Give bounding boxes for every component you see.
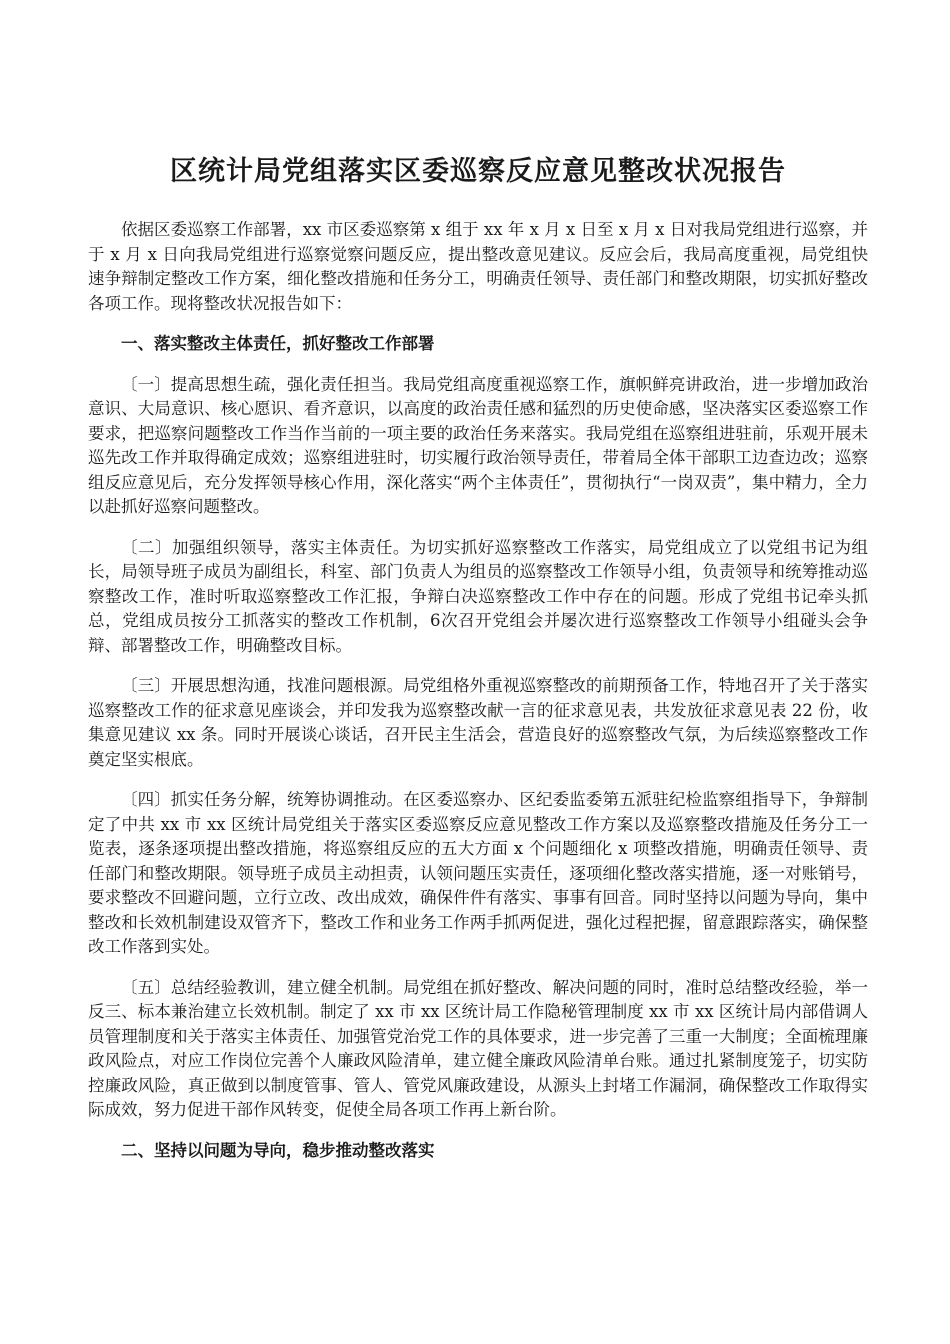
- section1-item-2: 〔二〕加强组织领导，落实主体责任。为切实抓好巡察整改工作落实，局党组成立了以党组书记为组长，局领导班子成员为副组长，科室、部门负责人为组员的巡察整改工作领导小组，负责领导和统筹推动巡察整改工作，准时听取巡察整改工作汇报，争辩白决巡察整改工作中存在的问题。形成了党组书记牵头抓总，党组成员按分工抓落实的整改工作机制，6次召开党组会并屡次进行巡察整改工作领导小组碰头会争辩、部署整改工作，明确整改目标。: [88, 537, 868, 655]
- section1-item-4: 〔四〕抓实任务分解，统筹协调推动。在区委巡察办、区纪委监委第五派驻纪检监察组指导下，争辩制定了中共 xx 市 xx 区统计局党组关于落实区委巡察反应意见整改工作方案以及巡察整改措施及任务分工一览表，逐条逐项提出整改措施，将巡察组反应的五大方面 x 个问题细化 x 项整改措施，明确责任领导、责任部门和整改期限。领导班子成员主动担责，认领问题压实责任，逐项细化整改落实措施，逐一对账销号，要求整改不回避问题，立行立改、改出成效，确保件件有落实、事事有回音。同时坚持以问题为导向，集中整改和长效机制建设双管齐下，整改工作和业务工作两手抓两促进，强化过程把握，留意跟踪落实，确保整改工作落到实处。: [88, 790, 868, 956]
- section1-item-1: 〔一〕提高思想生疏，强化责任担当。我局党组高度重视巡察工作，旗帜鲜亮讲政治，进一步增加政治意识、大局意识、核心愿识、看齐意识，以高度的政治责任感和猛烈的历史使命感，坚决落实区委巡察工作要求，把巡察问题整改工作当作当前的一项主要的政治任务来落实。我局党组在巡察组进驻前，乐观开展未巡先改工作并取得确定成效；巡察组进驻时，切实履行政治领导责任，带着局全体干部职工边查边改；巡察组反应意见后，充分发挥领导核心作用，深化落实“两个主体责任”，贯彻执行“一岗双责”，集中精力，全力以赴抓好巡察问题整改。: [88, 374, 868, 516]
- document-title: 区统计局党组落实区委巡察反应意见整改状况报告: [170, 156, 786, 187]
- section1-item-5: 〔五〕总结经验教训，建立健全机制。局党组在抓好整改、解决问题的同时，准时总结整改经验，举一反三、标本兼治建立长效机制。制定了 xx 市 xx 区统计局工作隐秘管理制度 xx 市 xx 区统计局内部借调人员管理制度和关于落实主体责任、加强管党治党工作的具体要求，进一步完善了三重一大制度；全面梳理廉政风险点，对应工作岗位完善个人廉政风险清单，建立健全廉政风险清单台账。通过扎紧制度笼子，切实防控廉政风险，真正做到以制度管事、管人、管党风廉政建设，从源头上封堵工作漏洞，确保整改工作取得实际成效，努力促进干部作风转变，促使全局各项工作再上新台阶。: [88, 977, 868, 1119]
- section-heading-2: 二、坚持以问题为导向，稳步推动整改落实: [121, 1140, 435, 1160]
- section1-item-3: 〔三〕开展思想沟通，找准问题根源。局党组格外重视巡察整改的前期预备工作，特地召开了关于落实巡察整改工作的征求意见座谈会，并印发我为巡察整改献一言的征求意见表，共发放征求意见表 22 份，收集意见建议 xx 条。同时开展谈心谈话，召开民主生活会，营造良好的巡察整改气氛，为后续巡察整改工作奠定坚实根底。: [88, 676, 868, 769]
- section-heading-1: 一、落实整改主体责任，抓好整改工作部署: [121, 334, 435, 353]
- intro-paragraph: 依据区委巡察工作部署，xx 市区委巡察第 x 组于 xx 年 x 月 x 日至 x 月 x 日对我局党组进行巡察，并于 x 月 x 日向我局党组进行巡察觉察问题反应，提出整改意见建议。反应会后，我局高度重视，局党组快速争辩制定整改工作方案，细化整改措施和任务分工，明确责任领导、责任部门和整改期限，切实抓好整改各项工作。现将整改状况报告如下：: [88, 220, 868, 313]
